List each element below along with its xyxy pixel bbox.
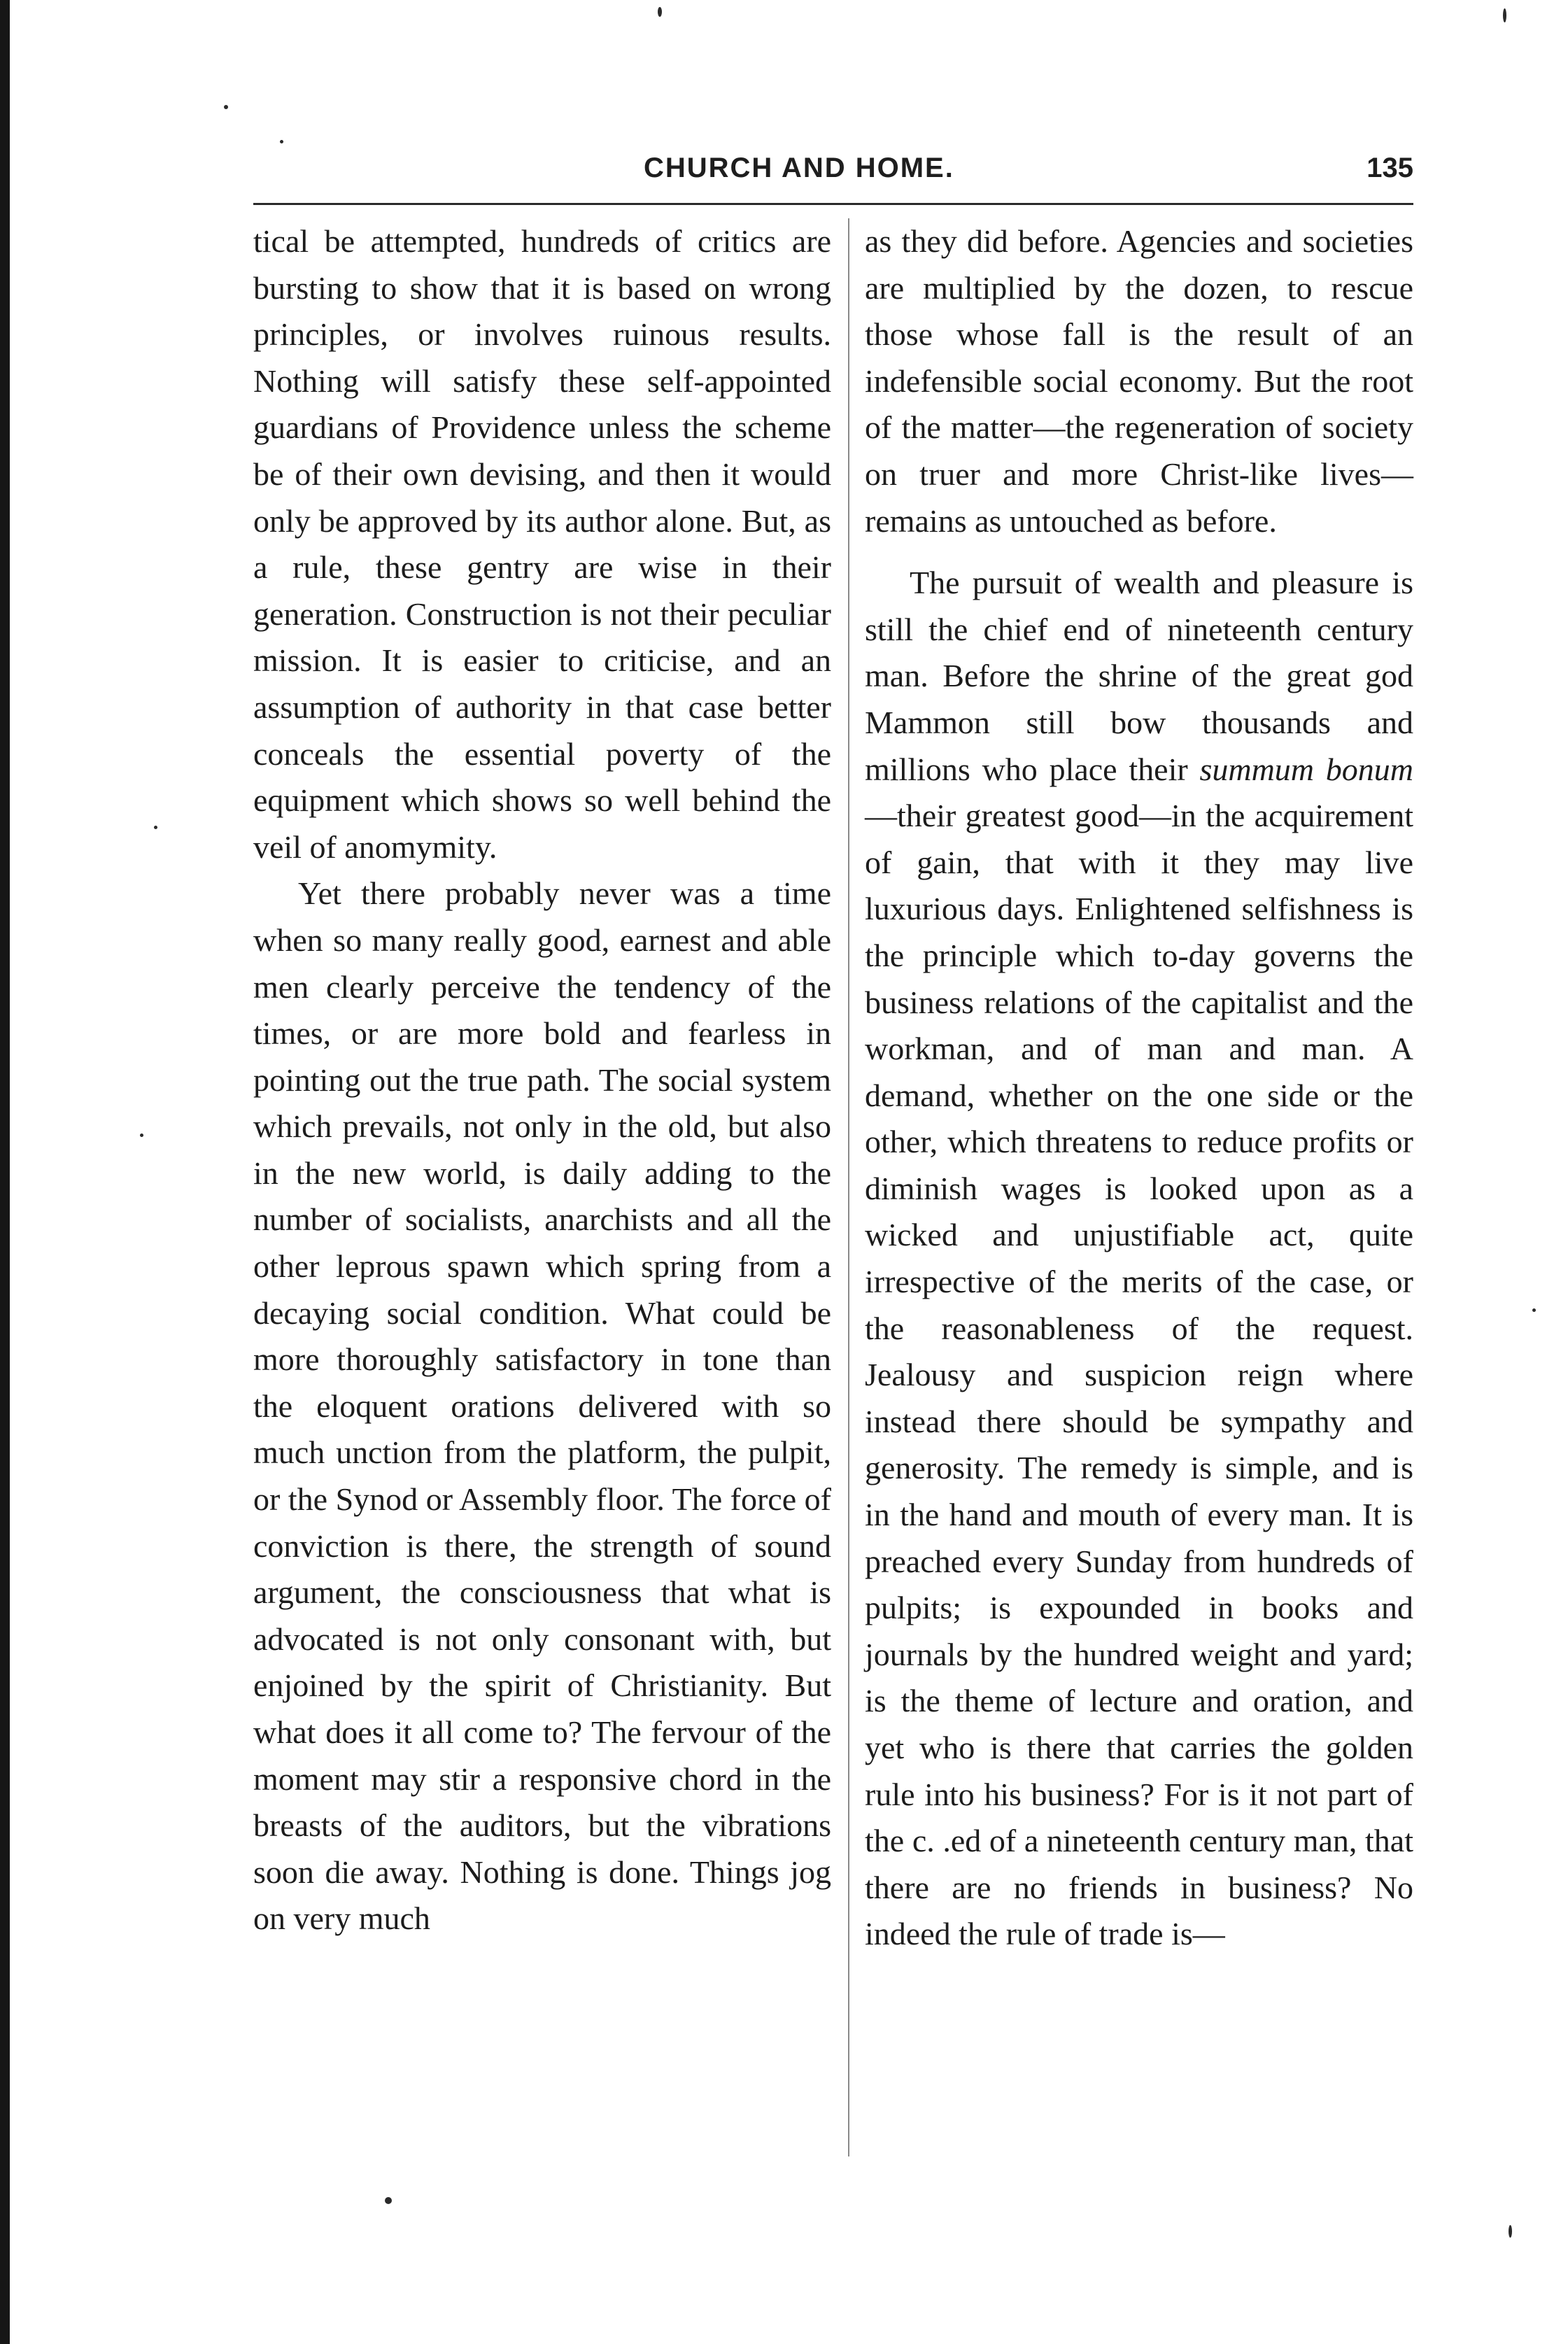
right-paragraph-2-text-b: —their greatest good—in the acquirement of gain, that with it they may live luxurious days. Enlightened selfishness is the principle which to-day governs the business relations of the capitalist and the workman, and of man and man. A demand, whether on the one side or the other, which threatens to reduce profits or diminish wages is looked upon as a wicked and unjustifiable act, quite irrespective of the merits of the case, or the reasonableness of the request. Jealousy and suspicion reign where instead there should be sympathy and generosity. The remedy is simple, and is in the hand and mouth of every man. It is preached every Sunday from hundreds of pulpits; is expounded in books and journals by the hundred weight and yard; is the theme of lecture and oration, and yet who is there that carries the golden rule into his business? For is it not part of the c. .ed of a nineteenth century man, that there are no friends in business? No indeed the rule of trade is— — [865, 798, 1413, 1952]
right-column — [865, 218, 1413, 1958]
right-paragraph-2-text-a: The pursuit of wealth and pleasure is still the chief end of nineteenth century man. Before the shrine of the great god Mammon still bow thousands and millions who place their — [865, 565, 1413, 787]
left-paragraph-2: Yet there probably never was a time when so many really good, earnest and able men clearly perceive the tendency of the times, or are more bold and fearless in pointing out the true path. The social system which prevails, not only in the old, but also in the new world, is daily adding to the number of socialists, anarchists and all the other leprous spawn which spring from a decaying social condition. What could be more thoroughly satisfactory in tone than the eloquent orations delivered with so much unction from the platform, the pulpit, or the Synod or Assembly floor. The force of conviction is there, the strength of sound argument, the consciousness that what is advocated is not only consonant with, but enjoined by the spirit of Christianity. But what does it all come to? The fervour of the moment may stir a responsive chord in the breasts of the auditors, but the vibrations soon die away. Nothing is done. Things jog on very much — [253, 875, 831, 1937]
scan-speck — [280, 140, 283, 143]
scan-speck — [385, 2197, 392, 2204]
column-divider — [848, 218, 849, 2156]
right-paragraph-2 — [865, 560, 1413, 1958]
binding-edge — [0, 0, 10, 2344]
scan-speck — [140, 1134, 143, 1137]
scan-speck — [224, 105, 228, 109]
right-paragraph-1: as they did before. Agencies and societies are multiplied by the dozen, to rescue those whose fall is the result of an indefensible social economy. But the root of the matter—the regeneration of society on truer and more Christ-like lives—remains as untouched as before. — [865, 223, 1413, 539]
left-column — [253, 218, 831, 1942]
left-paragraph-1: tical be attempted, hundreds of critics are bursting to show that it is based on wrong principles, or involves ruinous results. Nothing will satisfy these self-appointed guardians of Providence unless the scheme be of their own devising, and then it would only be approved by its author alone. But, as a rule, these gentry are wise in their generation. Construction is not their peculiar mission. It is easier to criticise, and an assumption of authority in that case better conceals the essential poverty of the equipment which shows so well behind the veil of anomymity. — [253, 223, 831, 865]
scan-speck — [1532, 1308, 1536, 1312]
scan-speck — [1503, 8, 1506, 22]
summum-bonum-phrase: summum bonum — [1199, 751, 1414, 787]
running-head — [252, 153, 1413, 195]
page-number: 135 — [1366, 153, 1413, 183]
scan-speck — [658, 7, 662, 17]
scan-speck — [1509, 2225, 1512, 2238]
scan-speck — [154, 826, 157, 829]
running-head-title: CHURCH AND HOME. — [644, 153, 954, 183]
header-rule — [253, 203, 1413, 205]
